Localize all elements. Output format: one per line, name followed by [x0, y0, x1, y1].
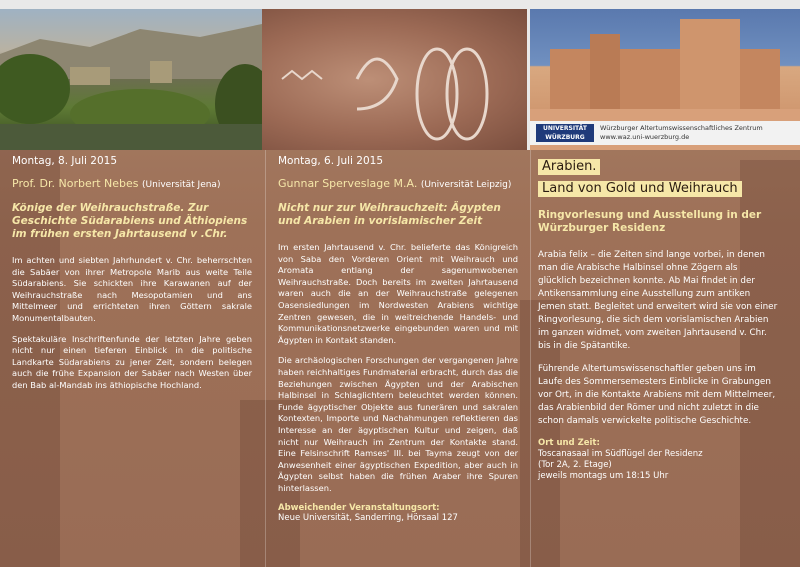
- university-banner: [530, 121, 800, 145]
- lecture-column-nebes: [12, 155, 252, 401]
- lecture-date: Montag, 6. Juli 2015: [278, 155, 384, 167]
- location-label: Ort und Zeit:: [538, 438, 600, 448]
- location-line: Toscanasaal im Südflügel der Residenz: [538, 449, 703, 459]
- intro-paragraph: Arabia felix – die Zeiten sind lange vorbei, in denen man die Arabische Halbinsel ohne Zögern als glücklich bezeichnen konnte. Ab Mai findet in der Antikensammlung eine Ausstellung zum antiken Jemen statt. Begleitet und erweitert wird sie von einer Ringvorlesung, die sich dem vorislamischen Arabien im ganzen widmet, vom zweiten Jahrtausend v. Chr. bis in die Spätantike.: [538, 250, 778, 351]
- fold-line-2: [530, 150, 531, 567]
- lecture-speaker: [12, 177, 252, 190]
- series-intro-column: [538, 155, 778, 482]
- lecture-paragraph: Spektakuläre Inschriftenfunde der letzten Jahre geben nicht nur einen tieferen Einblick in die politische Landkarte Südarabiens zu jener Zeit, sondern belegen auch die frühe Expansion der Sabäer nach Westen über den Bab al-Mandab ins äthiopische Hochland.: [12, 333, 252, 390]
- university-logo: UNIVERSITÄT WÜRZBURG: [536, 124, 594, 142]
- location-line: jeweils montags um 18:15 Uhr: [538, 471, 669, 481]
- fold-line-1: [265, 150, 266, 567]
- speaker-affiliation: (Universität Leipzig): [420, 180, 512, 190]
- location-block: [538, 438, 778, 482]
- speaker-name: Prof. Dr. Norbert Nebes: [12, 177, 139, 190]
- landscape-photo: [0, 9, 262, 150]
- rock-inscription-photo: [262, 9, 527, 150]
- center-url[interactable]: www.waz.uni-wuerzburg.de: [600, 133, 690, 141]
- lecture-paragraph: Im achten und siebten Jahrhundert v. Chr. beherrschten die Sabäer von ihrer Metropole Marib aus weite Teile Südarabiens. Sie schickten ihre Karawanen auf der Weihrauchstraße nach Mesopotamien und ans Mittelmeer und errichteten ihren Göttern sakrale Monumentalbauten.: [12, 255, 252, 323]
- center-info: [600, 124, 763, 142]
- oasis-illustration: [0, 9, 262, 150]
- lecture-column-sperveslage: [278, 155, 518, 523]
- series-headline-1: Arabien.: [538, 159, 600, 175]
- speaker-affiliation: (Universität Jena): [142, 180, 221, 190]
- venue-label: Abweichender Veranstaltungsort:: [278, 503, 440, 514]
- hieroglyph-illustration: [262, 9, 527, 150]
- location-line: (Tor 2A, 2. Etage): [538, 460, 612, 470]
- lecture-paragraph: Die archäologischen Forschungen der vergangenen Jahre haben reichhaltiges Fundmaterial erbracht, durch das die Beziehungen zwischen Ägypten und der Arabischen Halbinsel in Schlaglichtern beleuchtet werden können. Funde ägyptischer Objekte aus funerären und sakralen Kontexten, Importe und Nachahmungen reflektieren das Interesse an der ägyptischen Kultur und zeigen, daß nicht nur Weihrauch im Zentrum der Kontakte stand. Eine Felsinschrift Ramses' III. bei Tayma zeugt von der Anwesenheit einer ägyptischen Expedition, aber auch in Ägypten selbst haben die frühen Araber ihre Spuren hinterlassen.: [278, 355, 518, 493]
- speaker-name: Gunnar Sperveslage M.A.: [278, 177, 418, 190]
- lecture-title: Könige der Weihrauchstraße. Zur Geschichte Südarabiens und Äthiopiens im frühen ersten Jahrtausend v .Chr.: [12, 202, 248, 240]
- venue-text: Neue Universität, Sanderring, Hörsaal 127: [278, 513, 458, 524]
- intro-paragraph: Führende Altertumswissenschaftler geben uns im Laufe des Sommersemesters Einblicke in Grabungen vor Ort, in die Kontakte Arabiens mit dem Mittelmeer, das Arabienbild der Römer und nicht zuletzt in die schon damals verwickelte politische Geschichte.: [538, 364, 776, 426]
- center-name: Würzburger Altertumswissenschaftliches Zentrum: [600, 124, 763, 132]
- series-headline-2: Land von Gold und Weihrauch: [538, 181, 742, 197]
- lecture-date: Montag, 8. Juli 2015: [12, 155, 118, 167]
- lecture-speaker: [278, 177, 518, 190]
- lecture-title: Nicht nur zur Weihrauchzeit: Ägypten und Arabien in vorislamischer Zeit: [278, 202, 501, 227]
- lecture-paragraph: Im ersten Jahrtausend v. Chr. belieferte das Königreich von Saba den Vorderen Orient mit Weihrauch und Aromata entlang der sagenumwobenen Weihrauchstraße. Doch bereits im zweiten Jahrtausend waren auch die an der Weihrauchstraße gelegenen Oasensiedlungen im Nordwesten Arabiens wichtige Zentren gewesen, die in weitreichende Handels- und Kommunikationsnetzwerke eingebunden waren und mit Ägypten in Kontakt standen.: [278, 242, 518, 345]
- series-subtitle: Ringvorlesung und Ausstellung in der Würzburger Residenz: [538, 209, 762, 234]
